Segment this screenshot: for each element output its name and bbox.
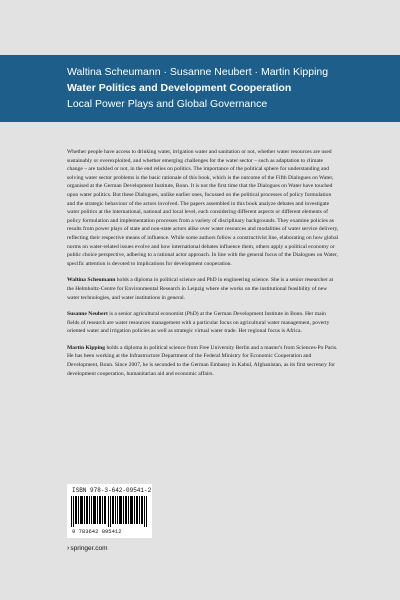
author-bio-text: holds a diploma in political science from Free University Berlin and a master's from Sciences-Po Paris. He has been working at the Infrastructure Department of the Federal Ministry for Economic Cooperation and Development, Bonn. Since 2007, he is seconded to the German Embassy in Kabul, Afghanistan, as its first secretary for development cooperation, humanitarian aid and economic affairs. — [67, 344, 338, 377]
book-title: Water Politics and Development Cooperation — [67, 82, 292, 94]
author-bio — [67, 276, 339, 302]
publisher-url: springer.com — [70, 545, 108, 552]
author-bio-name: Susanne Neubert — [67, 311, 108, 318]
barcode-bars — [71, 496, 148, 527]
barcode-digits: 9 783642 095412 — [72, 528, 122, 535]
author-bio-name: Waltina Scheumann — [67, 277, 116, 284]
author-bio-text: holds a diploma in political science and PhD in engineering science. She is a senior researcher at the Helmholtz-Centre for Environmental Research in Leipzig where she works on the institutional feasibility of new water technologies, and water institutions in general. — [67, 277, 334, 301]
author-bio — [67, 344, 339, 378]
main-text — [67, 148, 339, 386]
author-bio-text: is a senior agricultural economist (PhD) at the German Development Institute in Bonn. Her main fields of research are water resources management with a particular focus on agricultural water management, poverty oriented water and irrigation policies as well as strategic virtual water trade. Her regional focus is Africa. — [67, 311, 330, 335]
publisher-link[interactable] — [67, 545, 108, 552]
isbn-barcode — [67, 484, 152, 538]
header-band — [0, 55, 400, 122]
springer-arrow-icon: › — [67, 545, 70, 552]
book-subtitle: Local Power Plays and Global Governance — [67, 98, 268, 110]
author-bio-name: Martin Kipping — [67, 344, 106, 351]
author-bio — [67, 310, 339, 336]
description-paragraph: Whether people have access to drinking water, irrigation water and sanitation or not, whether water resources are used sustainably or overexploited, and whether emerging challenges for the water sector – such as adaptation to climate change – are tackled or not, in the end relies on politics. The importance of the political sphere for understanding and solving water sector problems is the basic rationale of this book, which is the outcome of the Fifth Dialogues on Water, organised at the German Development Institute, Bonn. It is not the first time that the Dialogues on Water have touched upon water politics. But these Dialogues, unlike earlier ones, focussed on the political processes of policy formulation and the strategic behaviour of the actors involved. The papers assembled in this book analyze debates and investigate water politics at the international, national and local level, each considering different aspects or different elements of policy formulation and implementation processes from a variety of disciplinary backgrounds. They examine policies as results from power plays of state and non-state actors alike over water resources and modalities of water service delivery, reflecting their respective means of influence. While some authors follow a constructivist line, elaborating on how global norms on water-related issues evolve and how international debates influence them, others apply a political economy or public choice perspective, adhering to a rational actor approach. In line with the general focus of the Dialogues on Water, specific attention is devoted to implications for development cooperation. — [67, 149, 339, 267]
authors-line: Waltina Scheumann · Susanne Neubert · Martin Kipping — [67, 66, 329, 78]
isbn-label: ISBN 978-3-642-09541-2 — [72, 487, 152, 494]
